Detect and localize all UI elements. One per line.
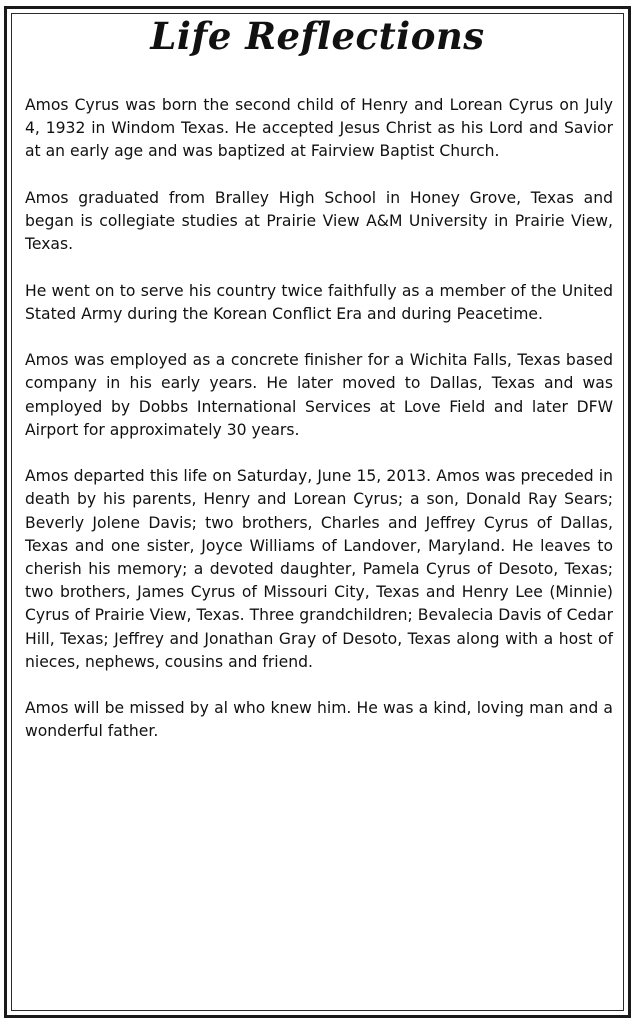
- paragraph-family: Amos departed this life on Saturday, June 15, 2013. Amos was preceded in death by his parents, Henry and Lorean Cyrus; a son, Donald Ray Sears; Beverly Jolene Davis; two brothers, Charles and Jeffrey Cyrus of Dallas, Texas and one sister, Joyce Williams of Landover, Maryland. He leaves to cherish his memory; a devoted daughter, Pamela Cyrus of Desoto, Texas; two brothers, James Cyrus of Missouri City, Texas and Henry Lee (Minnie) Cyrus of Prairie View, Texas. Three grandchildren; Bevalecia Davis of Cedar Hill, Texas; Jeffrey and Jonathan Gray of Desoto, Texas along with a host of nieces, nephews, cousins and friend.: [25, 467, 613, 671]
- page-title: Life Reflections: [150, 14, 485, 58]
- paragraph-employment: Amos was employed as a concrete finisher for a Wichita Falls, Texas based company in his early years. He later moved to Dallas, Texas and was employed by Dobbs International Services at Love Field and later DFW Airport for approximately 30 years.: [25, 351, 613, 439]
- paragraph-military: He went on to serve his country twice faithfully as a member of the United Stated Army during the Korean Conflict Era and during Peacetime.: [25, 281, 613, 323]
- body-text: [25, 94, 613, 767]
- paragraph-closing: Amos will be missed by al who knew him. He was a kind, loving man and a wonderful father.: [25, 699, 613, 741]
- paragraph-birth: Amos Cyrus was born the second child of Henry and Lorean Cyrus on July 4, 1932 in Windom Texas. He accepted Jesus Christ as his Lord and Savior at an early age and was baptized at Fairview Baptist Church.: [25, 96, 613, 161]
- paragraph-education: Amos graduated from Bralley High School in Honey Grove, Texas and began is collegiate studies at Prairie View A&M University in Prairie View, Texas.: [25, 188, 613, 254]
